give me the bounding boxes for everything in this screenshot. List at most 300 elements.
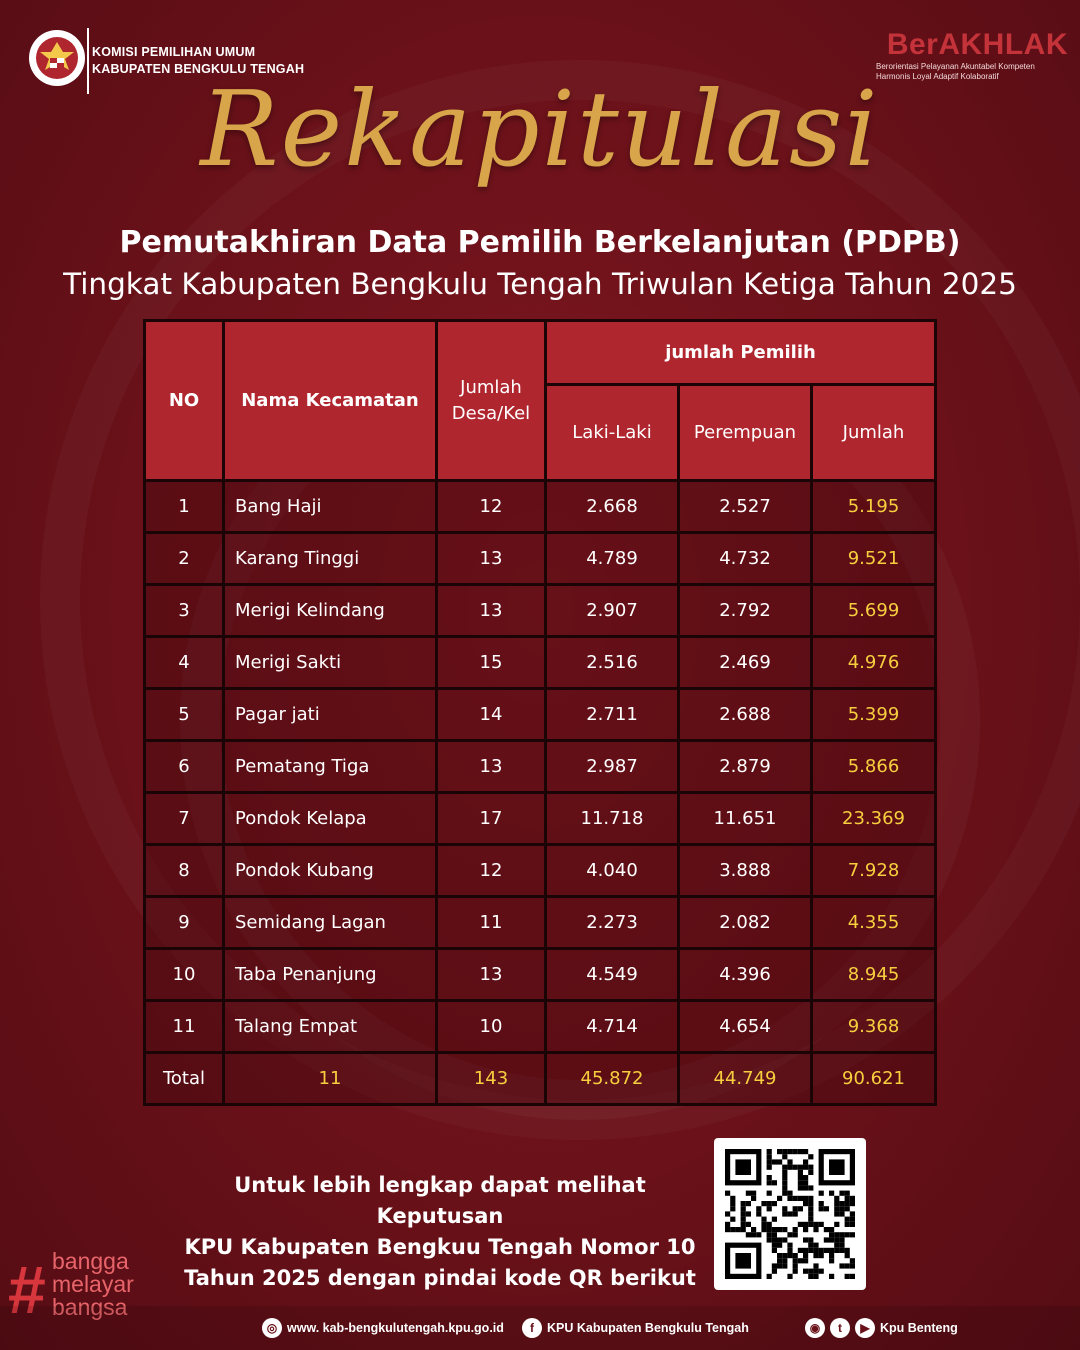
qr-module	[850, 1222, 855, 1227]
qr-module	[767, 1274, 772, 1279]
qr-module	[829, 1227, 834, 1232]
cell-jumlah: 7.928	[812, 845, 936, 897]
qr-module	[834, 1237, 839, 1242]
cell-laki-laki: 2.516	[546, 637, 679, 689]
qr-module	[829, 1248, 834, 1253]
qr-module	[767, 1227, 772, 1232]
script-title: Rekapitulasi	[200, 68, 880, 190]
header-nama-kecamatan: Nama Kecamatan	[224, 321, 437, 481]
cell-jumlah-desa: 13	[437, 949, 546, 1001]
qr-module	[819, 1248, 824, 1253]
qr-module	[850, 1274, 855, 1279]
qr-module	[803, 1269, 808, 1274]
qr-module	[793, 1149, 798, 1154]
qr-module	[845, 1232, 850, 1237]
cell-nama-kecamatan: Semidang Lagan	[224, 897, 437, 949]
qr-module	[730, 1206, 735, 1211]
qr-module	[850, 1196, 855, 1201]
qr-module	[772, 1232, 777, 1237]
qr-module	[808, 1154, 813, 1159]
cell-jumlah: 5.866	[812, 741, 936, 793]
qr-module	[782, 1237, 787, 1242]
cell-jumlah-desa: 15	[437, 637, 546, 689]
cell-jumlah-desa: 14	[437, 689, 546, 741]
qr-module	[777, 1149, 782, 1154]
tagline-word1: bangga	[52, 1248, 129, 1274]
facebook-text: KPU Kabupaten Bengkulu Tengah	[547, 1321, 749, 1335]
tagline-word3: bangsa	[52, 1294, 128, 1320]
header-no: NO	[145, 321, 224, 481]
cell-jumlah-desa: 12	[437, 845, 546, 897]
cell-jumlah: 8.945	[812, 949, 936, 1001]
qr-module	[735, 1227, 740, 1232]
qr-module	[845, 1222, 850, 1227]
qr-module	[751, 1227, 756, 1232]
cell-no: 4	[145, 637, 224, 689]
cell-perempuan: 2.792	[679, 585, 812, 637]
qr-module	[798, 1149, 803, 1154]
total-perempuan: 44.749	[679, 1053, 812, 1105]
qr-module	[777, 1243, 782, 1248]
qr-module	[751, 1191, 756, 1196]
qr-module	[772, 1217, 777, 1222]
table-row	[145, 949, 936, 1001]
qr-module	[845, 1248, 850, 1253]
qr-module	[829, 1258, 834, 1263]
qr-module	[808, 1243, 813, 1248]
qr-module	[839, 1263, 844, 1268]
qr-module	[808, 1237, 813, 1242]
instagram-icon: ◉	[805, 1318, 825, 1338]
qr-module	[839, 1243, 844, 1248]
qr-module	[767, 1175, 772, 1180]
qr-module	[767, 1201, 772, 1206]
qr-module	[782, 1211, 787, 1216]
qr-module	[772, 1227, 777, 1232]
cell-nama-kecamatan: Merigi Kelindang	[224, 585, 437, 637]
qr-module	[782, 1154, 787, 1159]
qr-module	[845, 1217, 850, 1222]
qr-module	[803, 1159, 808, 1164]
qr-finder-core	[735, 1253, 751, 1269]
qr-module	[777, 1258, 782, 1263]
qr-module	[782, 1149, 787, 1154]
header-jumlah-desa	[437, 321, 546, 481]
qr-module	[756, 1206, 761, 1211]
qr-module	[767, 1159, 772, 1164]
website-text: www. kab-bengkulutengah.kpu.go.id	[287, 1321, 504, 1335]
cell-jumlah-desa: 11	[437, 897, 546, 949]
qr-module	[813, 1222, 818, 1227]
facebook-icon: f	[522, 1318, 542, 1338]
qr-module	[839, 1232, 844, 1237]
qr-module	[777, 1263, 782, 1268]
qr-module	[787, 1165, 792, 1170]
cell-jumlah: 4.976	[812, 637, 936, 689]
qr-module	[777, 1159, 782, 1164]
qr-module	[793, 1258, 798, 1263]
qr-module	[793, 1196, 798, 1201]
total-jumlah: 90.621	[812, 1053, 936, 1105]
qr-module	[803, 1201, 808, 1206]
cell-nama-kecamatan: Karang Tinggi	[224, 533, 437, 585]
cell-laki-laki: 2.668	[546, 481, 679, 533]
qr-module	[803, 1165, 808, 1170]
cell-jumlah: 23.369	[812, 793, 936, 845]
cell-no: 10	[145, 949, 224, 1001]
twitter-icon: t	[830, 1318, 850, 1338]
qr-module	[725, 1227, 730, 1232]
qr-module	[777, 1227, 782, 1232]
qr-module	[730, 1196, 735, 1201]
header-jumlah-pemilih: jumlah Pemilih	[546, 321, 936, 385]
qr-module	[751, 1232, 756, 1237]
cell-nama-kecamatan: Taba Penanjung	[224, 949, 437, 1001]
cell-jumlah-desa: 10	[437, 1001, 546, 1053]
qr-module	[746, 1191, 751, 1196]
qr-module	[772, 1201, 777, 1206]
qr-module	[782, 1175, 787, 1180]
qr-module	[793, 1206, 798, 1211]
cell-no: 11	[145, 1001, 224, 1053]
organization-name-line1: KOMISI PEMILIHAN UMUM	[92, 45, 256, 59]
qr-module	[839, 1237, 844, 1242]
table-row	[145, 897, 936, 949]
qr-finder-core	[735, 1159, 751, 1175]
qr-module	[787, 1159, 792, 1164]
qr-module	[782, 1206, 787, 1211]
qr-module	[787, 1191, 792, 1196]
cell-perempuan: 4.396	[679, 949, 812, 1001]
qr-module	[803, 1180, 808, 1185]
qr-module	[803, 1222, 808, 1227]
cell-nama-kecamatan: Merigi Sakti	[224, 637, 437, 689]
qr-module	[808, 1217, 813, 1222]
qr-module	[787, 1149, 792, 1154]
qr-module	[808, 1248, 813, 1253]
qr-module	[839, 1201, 844, 1206]
cell-perempuan: 2.879	[679, 741, 812, 793]
qr-module	[824, 1206, 829, 1211]
qr-module	[761, 1222, 766, 1227]
qr-module	[782, 1191, 787, 1196]
globe-icon: ◎	[262, 1318, 282, 1338]
header-perempuan: Perempuan	[679, 385, 812, 481]
qr-module	[782, 1253, 787, 1258]
qr-module	[787, 1196, 792, 1201]
qr-module	[813, 1243, 818, 1248]
qr-module	[741, 1217, 746, 1222]
qr-module	[787, 1211, 792, 1216]
qr-module	[741, 1222, 746, 1227]
cell-perempuan: 3.888	[679, 845, 812, 897]
cell-nama-kecamatan: Bang Haji	[224, 481, 437, 533]
qr-module	[793, 1269, 798, 1274]
qr-module	[808, 1206, 813, 1211]
qr-module	[839, 1248, 844, 1253]
qr-module	[798, 1222, 803, 1227]
qr-module	[829, 1237, 834, 1242]
qr-module	[803, 1175, 808, 1180]
berakhlak-title: BerAKHLAK	[886, 28, 1068, 61]
cell-laki-laki: 4.789	[546, 533, 679, 585]
table-row	[145, 637, 936, 689]
qr-code[interactable]	[714, 1138, 866, 1290]
cell-jumlah: 5.195	[812, 481, 936, 533]
qr-module	[730, 1217, 735, 1222]
qr-module	[824, 1227, 829, 1232]
qr-module	[839, 1206, 844, 1211]
qr-module	[845, 1253, 850, 1258]
qr-module	[850, 1211, 855, 1216]
cell-no: 9	[145, 897, 224, 949]
qr-module	[787, 1253, 792, 1258]
qr-module	[746, 1211, 751, 1216]
total-laki-laki: 45.872	[546, 1053, 679, 1105]
qr-module	[793, 1232, 798, 1237]
qr-module	[772, 1180, 777, 1185]
qr-module	[824, 1237, 829, 1242]
qr-module	[803, 1258, 808, 1263]
table-row	[145, 741, 936, 793]
qr-module	[798, 1248, 803, 1253]
qr-module	[767, 1237, 772, 1242]
qr-module	[813, 1253, 818, 1258]
cell-laki-laki: 4.549	[546, 949, 679, 1001]
qr-module	[824, 1248, 829, 1253]
cell-no: 1	[145, 481, 224, 533]
total-label: Total	[145, 1053, 224, 1105]
cell-no: 8	[145, 845, 224, 897]
table-row	[145, 793, 936, 845]
qr-module	[819, 1269, 824, 1274]
cell-laki-laki: 4.040	[546, 845, 679, 897]
qr-module	[793, 1227, 798, 1232]
cell-nama-kecamatan: Talang Empat	[224, 1001, 437, 1053]
cell-laki-laki: 2.711	[546, 689, 679, 741]
qr-module	[845, 1274, 850, 1279]
qr-module	[808, 1274, 813, 1279]
qr-module	[813, 1227, 818, 1232]
qr-module	[798, 1185, 803, 1190]
qr-module	[756, 1232, 761, 1237]
footer-note	[170, 1170, 710, 1294]
cell-jumlah-desa: 17	[437, 793, 546, 845]
qr-module	[761, 1201, 766, 1206]
qr-module	[730, 1201, 735, 1206]
qr-module	[793, 1211, 798, 1216]
social-text: Kpu Benteng	[880, 1321, 958, 1335]
qr-module	[803, 1149, 808, 1154]
qr-module	[761, 1217, 766, 1222]
qr-module	[782, 1170, 787, 1175]
berakhlak-values-line1: Berorientasi Pelayanan Akuntabel Kompeten	[876, 62, 1035, 71]
cell-no: 7	[145, 793, 224, 845]
qr-module	[803, 1185, 808, 1190]
qr-module	[767, 1232, 772, 1237]
qr-module	[808, 1211, 813, 1216]
qr-module	[850, 1201, 855, 1206]
qr-module	[746, 1232, 751, 1237]
qr-module	[772, 1237, 777, 1242]
qr-module	[798, 1196, 803, 1201]
qr-module	[798, 1180, 803, 1185]
header-jumlah-desa-label: Jumlah Desa/Kel	[451, 376, 531, 424]
cell-perempuan: 4.654	[679, 1001, 812, 1053]
qr-module	[808, 1201, 813, 1206]
qr-module	[850, 1217, 855, 1222]
qr-module	[741, 1211, 746, 1216]
qr-module	[834, 1206, 839, 1211]
qr-module	[803, 1196, 808, 1201]
qr-module	[850, 1258, 855, 1263]
qr-module	[725, 1191, 730, 1196]
qr-module	[829, 1191, 834, 1196]
qr-module	[819, 1222, 824, 1227]
qr-module	[813, 1263, 818, 1268]
qr-module	[803, 1237, 808, 1242]
table-row	[145, 481, 936, 533]
qr-module	[829, 1232, 834, 1237]
qr-module	[782, 1263, 787, 1268]
cell-jumlah: 9.521	[812, 533, 936, 585]
qr-module	[782, 1258, 787, 1263]
recap-table	[143, 319, 937, 1106]
qr-module	[834, 1232, 839, 1237]
qr-module	[746, 1222, 751, 1227]
qr-module	[808, 1165, 813, 1170]
qr-module	[772, 1263, 777, 1268]
cell-jumlah: 9.368	[812, 1001, 936, 1053]
qr-code-pattern	[714, 1138, 866, 1290]
qr-module	[761, 1227, 766, 1232]
table-row	[145, 585, 936, 637]
qr-module	[777, 1196, 782, 1201]
qr-module	[767, 1191, 772, 1196]
cell-nama-kecamatan: Pematang Tiga	[224, 741, 437, 793]
qr-module	[777, 1237, 782, 1242]
qr-module	[845, 1263, 850, 1268]
page-title: Pemutakhiran Data Pemilih Berkelanjutan (PDPB)	[119, 225, 961, 260]
qr-module	[772, 1243, 777, 1248]
qr-module	[767, 1222, 772, 1227]
qr-module	[741, 1201, 746, 1206]
qr-module	[767, 1165, 772, 1170]
qr-module	[845, 1191, 850, 1196]
qr-module	[777, 1253, 782, 1258]
cell-jumlah: 5.699	[812, 585, 936, 637]
cell-jumlah-desa: 13	[437, 533, 546, 585]
qr-module	[813, 1269, 818, 1274]
cell-laki-laki: 2.273	[546, 897, 679, 949]
qr-module	[772, 1248, 777, 1253]
qr-module	[730, 1227, 735, 1232]
table-row	[145, 533, 936, 585]
cell-jumlah-desa: 13	[437, 585, 546, 637]
qr-module	[813, 1274, 818, 1279]
qr-module	[834, 1201, 839, 1206]
qr-module	[782, 1185, 787, 1190]
cell-laki-laki: 2.907	[546, 585, 679, 637]
qr-module	[793, 1165, 798, 1170]
footer-social[interactable]	[805, 1318, 958, 1338]
qr-module	[813, 1248, 818, 1253]
cell-no: 6	[145, 741, 224, 793]
qr-module	[725, 1222, 730, 1227]
qr-module	[808, 1222, 813, 1227]
qr-module	[803, 1248, 808, 1253]
qr-module	[819, 1206, 824, 1211]
qr-module	[834, 1196, 839, 1201]
qr-module	[798, 1175, 803, 1180]
note-line2: KPU Kabupaten Bengkuu Tengah Nomor 10	[184, 1235, 696, 1259]
footer-facebook[interactable]	[522, 1318, 749, 1338]
cell-nama-kecamatan: Pagar jati	[224, 689, 437, 741]
qr-module	[850, 1263, 855, 1268]
qr-module	[782, 1227, 787, 1232]
qr-module	[767, 1154, 772, 1159]
qr-module	[787, 1232, 792, 1237]
cell-perempuan: 2.688	[679, 689, 812, 741]
qr-module	[772, 1159, 777, 1164]
cell-no: 5	[145, 689, 224, 741]
hashtag-symbol: #	[8, 1252, 46, 1328]
cell-nama-kecamatan: Pondok Kelapa	[224, 793, 437, 845]
qr-module	[808, 1185, 813, 1190]
qr-module	[850, 1232, 855, 1237]
qr-module	[803, 1227, 808, 1232]
qr-module	[829, 1274, 834, 1279]
qr-module	[741, 1206, 746, 1211]
footer-website[interactable]	[262, 1318, 504, 1338]
qr-module	[787, 1274, 792, 1279]
qr-module	[782, 1165, 787, 1170]
qr-module	[834, 1248, 839, 1253]
qr-finder-core	[829, 1159, 845, 1175]
cell-perempuan: 2.082	[679, 897, 812, 949]
note-line3: Tahun 2025 dengan pindai kode QR berikut	[184, 1266, 696, 1290]
qr-module	[834, 1211, 839, 1216]
cell-perempuan: 2.527	[679, 481, 812, 533]
cell-laki-laki: 2.987	[546, 741, 679, 793]
cell-jumlah: 4.355	[812, 897, 936, 949]
cell-jumlah-desa: 12	[437, 481, 546, 533]
berakhlak-values-line2: Harmonis Loyal Adaptif Kolaboratif	[876, 72, 999, 81]
qr-module	[798, 1206, 803, 1211]
qr-module	[845, 1201, 850, 1206]
qr-module	[803, 1253, 808, 1258]
header-laki-laki: Laki-Laki	[546, 385, 679, 481]
qr-module	[767, 1206, 772, 1211]
cell-perempuan: 11.651	[679, 793, 812, 845]
youtube-icon: ▶	[855, 1318, 875, 1338]
qr-module	[808, 1170, 813, 1175]
qr-module	[819, 1191, 824, 1196]
qr-module	[829, 1253, 834, 1258]
qr-module	[787, 1243, 792, 1248]
qr-module	[741, 1227, 746, 1232]
table-total-row	[145, 1053, 936, 1105]
qr-module	[793, 1253, 798, 1258]
cell-perempuan: 4.732	[679, 533, 812, 585]
qr-module	[725, 1211, 730, 1216]
cell-laki-laki: 4.714	[546, 1001, 679, 1053]
cell-no: 2	[145, 533, 224, 585]
cell-perempuan: 2.469	[679, 637, 812, 689]
qr-module	[798, 1170, 803, 1175]
cell-no: 3	[145, 585, 224, 637]
organization-name-line2: KABUPATEN BENGKULU TENGAH	[92, 62, 305, 76]
